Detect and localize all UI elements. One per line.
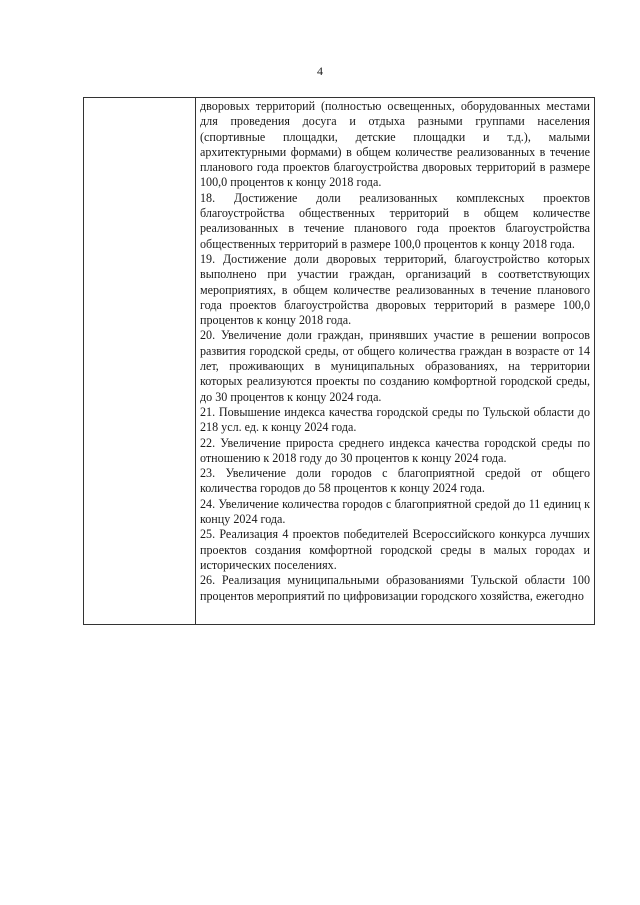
- page-number: 4: [317, 64, 323, 78]
- paragraph-item-22: 22. Увеличение прироста среднего индекса качества городской среды по отношению к 2018 году до 30 процентов к концу 2024 года.: [200, 435, 590, 465]
- paragraph-item-21: 21. Повышение индекса качества городской среды по Тульской области до 218 усл. ед. к концу 2024 года.: [200, 404, 590, 435]
- table-right-cell: [196, 98, 594, 624]
- paragraph-item-24: 24. Увеличение количества городов с благоприятной средой до 11 единиц к концу 2024 года.: [200, 496, 590, 527]
- paragraph-item-19: 19. Достижение доли дворовых территорий, благоустройство которых выполнено при участии граждан, организаций в соответствующих мероприятиях, в общем количестве реализованных в течение планового года проектов благоустройства дворовых территорий в размере 100,0 процентов к концу 2018 года.: [200, 251, 590, 328]
- table-left-cell: [84, 98, 196, 624]
- content-table: [83, 97, 595, 625]
- paragraph-item-26: 26. Реализация муниципальными образованиями Тульской области 100 процентов мероприятий по цифровизации городского хозяйства, ежегодно: [200, 573, 590, 603]
- paragraph-item-23: 23. Увеличение доли городов с благоприятной средой от общего количества городов до 58 процентов к концу 2024 года.: [200, 466, 590, 496]
- paragraph-continuation: дворовых территорий (полностью освещенных, оборудованных местами для проведения досуга и отдыха разными группами населения (спортивные площадки, детские площадки и т.д.), малыми архитектурными формами) в общем количестве реализованных в течение планового года проектов благоустройства дворовых территорий в размере 100,0 процентов к концу 2018 года.: [200, 99, 590, 190]
- paragraph-item-20: 20. Увеличение доли граждан, принявших участие в решении вопросов развития городской среды, от общего количества граждан в возрасте от 14 лет, проживающих в муниципальных образованиях, на территории которых реализуются проекты по созданию комфортной городской среды, до 30 процентов к концу 2024 года.: [200, 328, 590, 404]
- paragraph-item-18: 18. Достижение доли реализованных комплексных проектов благоустройства общественных территорий в общем количестве реализованных в течение планового года проектов благоустройства общественных территорий в размере 100,0 процентов к концу 2018 года.: [200, 190, 590, 251]
- paragraph-item-25: 25. Реализация 4 проектов победителей Всероссийского конкурса лучших проектов создания комфортной городской среды в малых городах и исторических поселениях.: [200, 527, 590, 572]
